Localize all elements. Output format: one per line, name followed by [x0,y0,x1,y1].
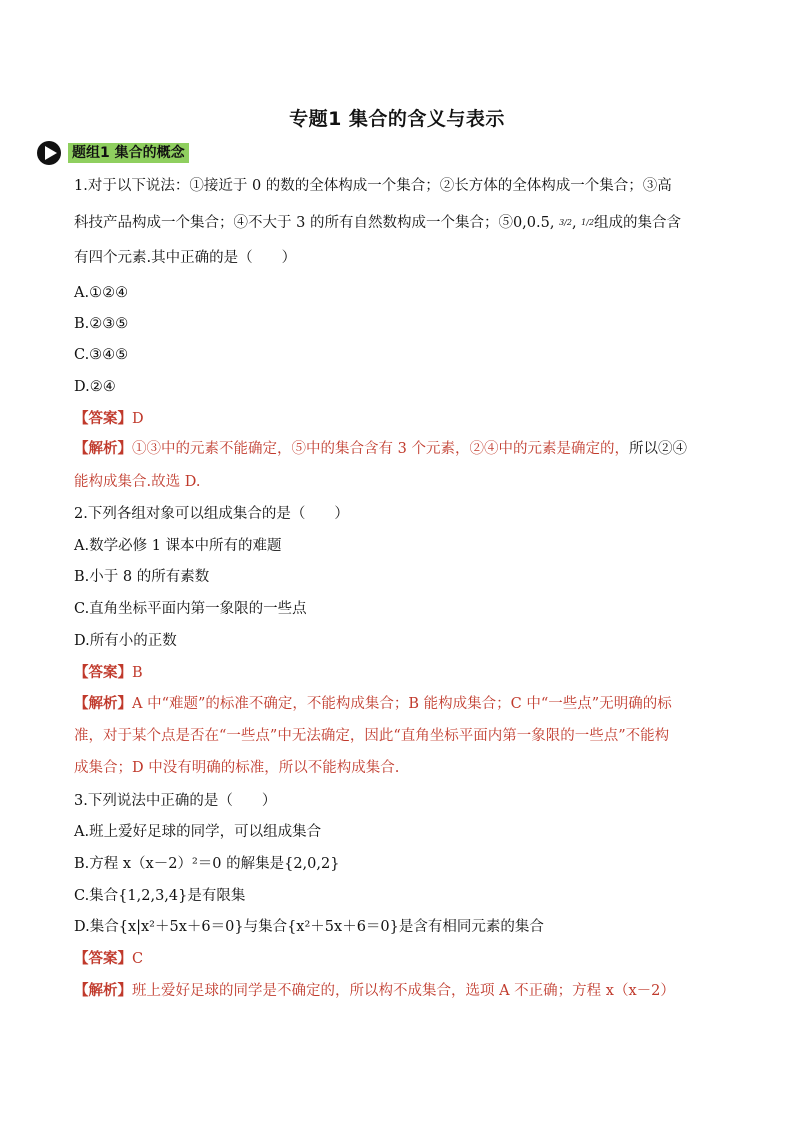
q2-option-c: C.直角坐标平面内第一象限的一些点 [74,601,307,617]
q2-analysis-line3: 成集合；D 中没有明确的标准，所以不能构成集合. [74,760,400,776]
q3-stem: 3.下列说法中正确的是（ ） [74,793,277,809]
q3-option-b: B.方程 x（x－2）²＝0 的解集是{2,0,2} [74,856,340,872]
analysis-text: ①③中的元素不能确定，⑤中的集合含有 3 个元素，②④中的元素是确定的， [132,441,629,457]
q1-stem-part: 组成的集合含 [594,215,682,231]
answer-value: D [132,411,144,427]
q2-option-d: D.所有小的正数 [74,633,177,649]
q2-option-a: A.数学必修 1 课本中所有的难题 [74,538,282,554]
q1-stem-part: 科技产品构成一个集合；④不大于 3 的所有自然数构成一个集合；⑤0,0.5, [74,215,555,231]
q1-fraction: 3/2 [559,218,572,227]
q1-answer [74,408,144,430]
q2-analysis-line1 [74,693,672,715]
answer-tag: 【答案】 [74,411,132,427]
q1-option-a: A.①②④ [74,285,129,301]
q2-option-b: B.小于 8 的所有素数 [74,569,210,585]
q1-stem-line3: 有四个元素.其中正确的是（ ） [74,250,297,266]
analysis-tag: 【解析】 [74,983,132,999]
answer-tag: 【答案】 [74,951,132,967]
analysis-text: 所以②④ [628,441,687,457]
q1-stem-line2 [74,212,681,234]
answer-tag: 【答案】 [74,665,132,681]
q3-option-c: C.集合{1,2,3,4}是有限集 [74,888,246,904]
q2-analysis-line2: 准，对于某个点是否在“一些点”中无法确定，因此“直角坐标平面内第一象限的一些点”不能构 [74,728,670,744]
q3-option-d: D.集合{x|x²＋5x＋6＝0}与集合{x²＋5x＋6＝0}是含有相同元素的集合 [74,919,544,935]
q1-option-b: B.②③⑤ [74,316,129,332]
answer-value: B [132,665,143,681]
q1-fraction: 1/2 [581,218,595,227]
q3-option-a: A.班上爱好足球的同学，可以组成集合 [74,824,322,840]
q1-option-c: C.③④⑤ [74,347,129,363]
answer-value: C [132,951,144,967]
q1-stem-sep: , [571,215,577,231]
q1-stem-line1: 1.对于以下说法：①接近于 0 的数的全体构成一个集合；②长方体的全体构成一个集合；③高 [74,178,672,194]
analysis-tag: 【解析】 [74,441,132,457]
analysis-text: A 中“难题”的标准不确定，不能构成集合；B 能构成集合；C 中“一些点”无明确的标 [132,696,672,712]
q1-analysis-line2: 能构成集合.故选 D. [74,474,201,490]
analysis-text: 班上爱好足球的同学是不确定的，所以构不成集合，选项 A 不正确；方程 x（x－2） [132,983,675,999]
play-arrow-icon [36,140,62,166]
page-title: 专题1 集合的含义与表示 [289,108,505,130]
q1-analysis-line1 [74,438,687,460]
q1-option-d: D.②④ [74,379,116,395]
q2-answer [74,662,143,684]
q3-answer [74,948,143,970]
section-label: 题组1 集合的概念 [68,143,189,163]
q2-stem: 2.下列各组对象可以组成集合的是（ ） [74,506,349,522]
analysis-tag: 【解析】 [74,696,132,712]
q3-analysis-line1 [74,980,675,1002]
